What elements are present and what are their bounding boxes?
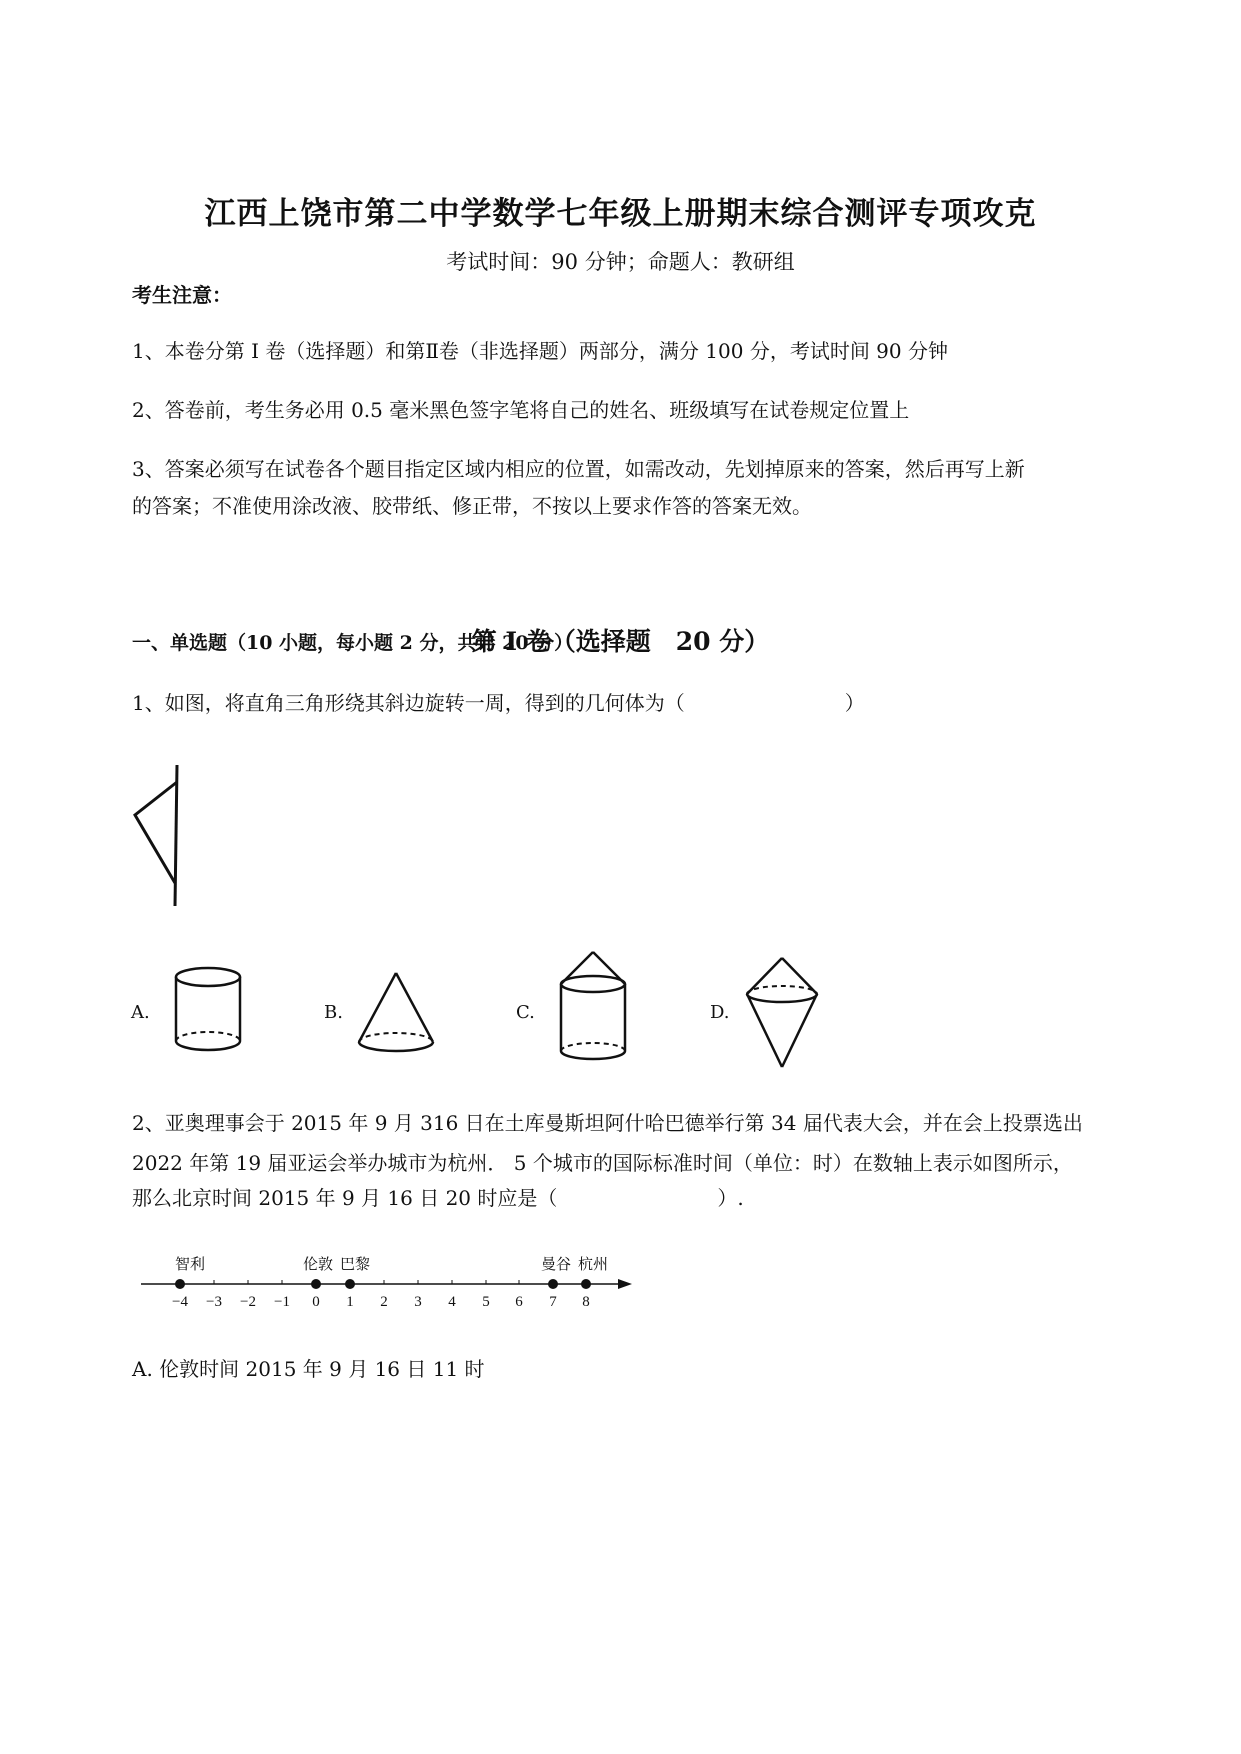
notice-item-3-cont: 的答案；不准使用涂改液、胶带纸、修正带，不按以上要求作答的答案无效。 [132, 494, 812, 518]
tick-label: 5 [482, 1294, 490, 1310]
cone-on-cylinder-figure [556, 948, 630, 1068]
tick-label: −3 [206, 1294, 222, 1310]
section-subheading: 一、单选题（10 小题，每小题 2 分，共计 20 分） [132, 632, 574, 654]
exam-info: 考试时间：90 分钟；命题人：教研组 [446, 250, 795, 274]
tick-label: −4 [172, 1294, 188, 1310]
tick-label: 1 [346, 1294, 354, 1310]
tick-label: 0 [312, 1294, 320, 1310]
paris-point [345, 1279, 355, 1289]
tick-label: 8 [582, 1294, 590, 1310]
chile-point [175, 1279, 185, 1289]
question-1-close: ） [844, 691, 865, 715]
city-label-bangkok: 曼谷 [540, 1255, 572, 1273]
question-1-stem: 1、如图，将直角三角形绕其斜边旋转一周，得到的几何体为（ [132, 691, 685, 715]
city-label-paris: 巴黎 [339, 1255, 371, 1273]
notice-heading: 考生注意： [132, 283, 232, 307]
cylinder-figure [172, 964, 244, 1056]
notice-item-3: 3、答案必须写在试卷各个题目指定区域内相应的位置，如需改动，先划掉原来的答案，然后再写上新 [132, 457, 1025, 481]
question-2-line-2: 2022 年第 19 届亚运会举办城市为杭州． 5 个城市的国际标准时间（单位：时）在数轴上表示如图所示， [132, 1151, 1073, 1175]
tick-label: 3 [414, 1294, 422, 1310]
tick-label: 4 [448, 1294, 456, 1310]
page-title: 江西上饶市第二中学数学七年级上册期末综合测评专项攻克 [204, 196, 1037, 232]
notice-item-2: 2、答卷前，考生务必用 0.5 毫米黑色签字笔将自己的姓名、班级填写在试卷规定位置上 [132, 398, 910, 422]
city-label-hangzhou: 杭州 [577, 1255, 609, 1273]
city-label-london: 伦敦 [302, 1255, 334, 1273]
question-2-stem: 那么北京时间 2015 年 9 月 16 日 20 时应是（ [132, 1186, 558, 1210]
question-2-close: ）. [717, 1186, 744, 1210]
option-c-label: C. [516, 1002, 535, 1023]
section-title: 第 I 卷（选择题 20 分） [471, 627, 770, 656]
question-1 [132, 686, 865, 720]
tick-label: −1 [274, 1294, 290, 1310]
option-b-label: B. [324, 1002, 343, 1023]
right-triangle-figure [120, 760, 200, 910]
tick-label: 2 [380, 1294, 388, 1310]
hangzhou-point [581, 1279, 591, 1289]
city-label-chile: 智利 [174, 1255, 206, 1273]
option-a-label: A. [131, 1002, 150, 1023]
question-2-option-a: A. 伦敦时间 2015 年 9 月 16 日 11 时 [132, 1357, 485, 1381]
tick-label: 6 [515, 1294, 523, 1310]
london-point [311, 1279, 321, 1289]
question-2-line-1: 2、亚奥理事会于 2015 年 9 月 316 日在土库曼斯坦阿什哈巴德举行第 34 届代表大会，并在会上投票选出 [132, 1111, 1083, 1135]
tick-label: 7 [549, 1294, 557, 1310]
question-2-line-3 [132, 1181, 744, 1215]
bangkok-point [548, 1279, 558, 1289]
tick-label: −2 [240, 1294, 256, 1310]
double-cone-figure [744, 954, 820, 1072]
option-d-label: D. [710, 1002, 730, 1023]
time-zone-number-line [0, 1248, 1241, 1318]
notice-item-1: 1、本卷分第 I 卷（选择题）和第Ⅱ卷（非选择题）两部分，满分 100 分，考试时间 90 分钟 [132, 339, 948, 363]
cone-figure [356, 970, 436, 1056]
